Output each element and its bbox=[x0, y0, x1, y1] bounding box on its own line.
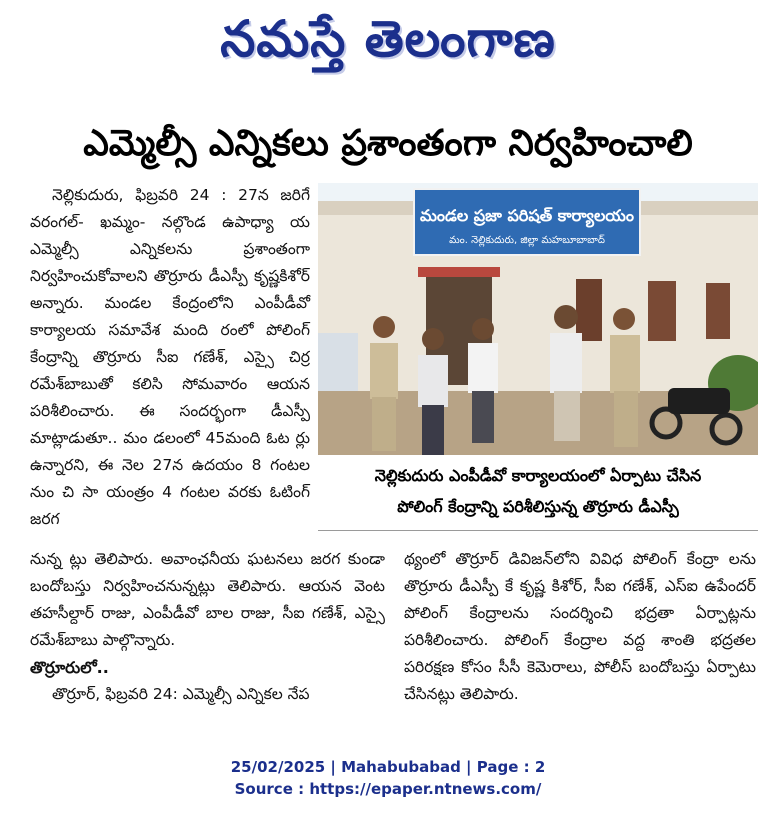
caption-line: పోలింగ్ కేంద్రాన్ని పరిశీలిస్తున్న తొర్రూరు డీఎస్పీ bbox=[397, 497, 679, 516]
article-headline: ఎమ్మెల్సీ ఎన్నికలు ప్రశాంతంగా నిర్వహించాలి bbox=[83, 123, 693, 164]
article-column-left-top bbox=[30, 182, 310, 533]
article-paragraph: నెల్లికుదురు, ఫిబ్రవరి 24 : 27న జరిగే వరంగల్- ఖమ్మం- నల్గొండ ఉపాధ్యా య ఎమ్మెల్సీ ఎన్నికలను ప్రశాంతంగా నిర్వహించుకోవాలని తొర్రూరు డీఎస్పీ కృష్ణకిశోర్ అన్నారు. మండల కేంద్రంలోని ఎంపీడీవో కార్యాలయ సమావేశ మంది రంలో పోలింగ్ కేంద్రాన్ని తొర్రూరు సీఐ గణేశ్, ఎస్సై చిర్ర రమేశ్‌బాబుతో కలిసి సోమవారం ఆయన పరిశీలించారు. ఈ సందర్భంగా డీఎస్పీ మాట్లాడుతూ.. మం డలంలో 45మంది ఓట ర్లు ఉన్నారని, ఈ నెల 27న ఉదయం 8 గంటల నుం చి సా యంత్రం 4 గంటల వరకు ఓటింగ్ జరగ bbox=[30, 186, 310, 528]
article-column-right-bottom bbox=[404, 546, 756, 708]
news-photo-drawing bbox=[318, 183, 758, 455]
newspaper-masthead: నమస్తే తెలంగాణ bbox=[220, 10, 556, 68]
source-link[interactable]: Source : https://epaper.ntnews.com/ bbox=[234, 780, 542, 798]
page-footer bbox=[0, 756, 776, 800]
caption-divider bbox=[318, 530, 758, 531]
article-paragraph: తొర్రూర్, ఫిబ్రవరి 24: ఎమ్మెల్సీ ఎన్నికల నేప bbox=[52, 685, 310, 703]
article-subheading: తొర్రూరులో.. bbox=[30, 658, 109, 677]
article-paragraph: థ్యంలో తొర్రూర్ డివిజన్‌లోని వివిధ పోలింగ్ కేంద్రా లను తొర్రూరు డీఎస్పీ కే కృష్ణ కిశోర్, సీఐ గణేశ్, ఎస్ఐ ఉపేందర్ పోలింగ్ కేంద్రాలను సందర్శించి భద్రతా ఏర్పాట్లను పరిశీలించారు. పోలింగ్ కేంద్రాల వద్ద శాంతి భద్రతల పరిరక్షణ కోసం సీసీ కెమెరాలు, పోలీస్ బందోబస్తు ఏర్పాటు చేసినట్లు తెలిపారు. bbox=[404, 550, 756, 703]
article-column-left-bottom bbox=[30, 546, 385, 708]
edition-info: 25/02/2025 | Mahabubabad | Page : 2 bbox=[230, 758, 546, 776]
article-paragraph: నున్న ట్లు తెలిపారు. అవాంఛనీయ ఘటనలు జరగ కుండా బందోబస్తు నిర్వహించనున్నట్లు తెలిపారు. ఆయన వెంట తహసీల్దార్ రాజు, ఎంపీడీవో బాల రాజు, సీఐ గణేశ్, ఎస్సై రమేశ్‌బాబు పాల్గొన్నారు. bbox=[30, 550, 385, 649]
signboard-title: మండల ప్రజా పరిషత్ కార్యాలయం bbox=[420, 206, 634, 225]
caption-line: నెల్లికుదురు ఎంపీడీవో కార్యాలయంలో ఏర్పాటు చేసిన bbox=[374, 466, 702, 485]
news-photo bbox=[318, 183, 758, 455]
photo-caption bbox=[318, 460, 758, 530]
signboard-subtitle: మం. నెల్లికుదురు, జిల్లా మహబూబాబాద్ bbox=[449, 235, 605, 246]
